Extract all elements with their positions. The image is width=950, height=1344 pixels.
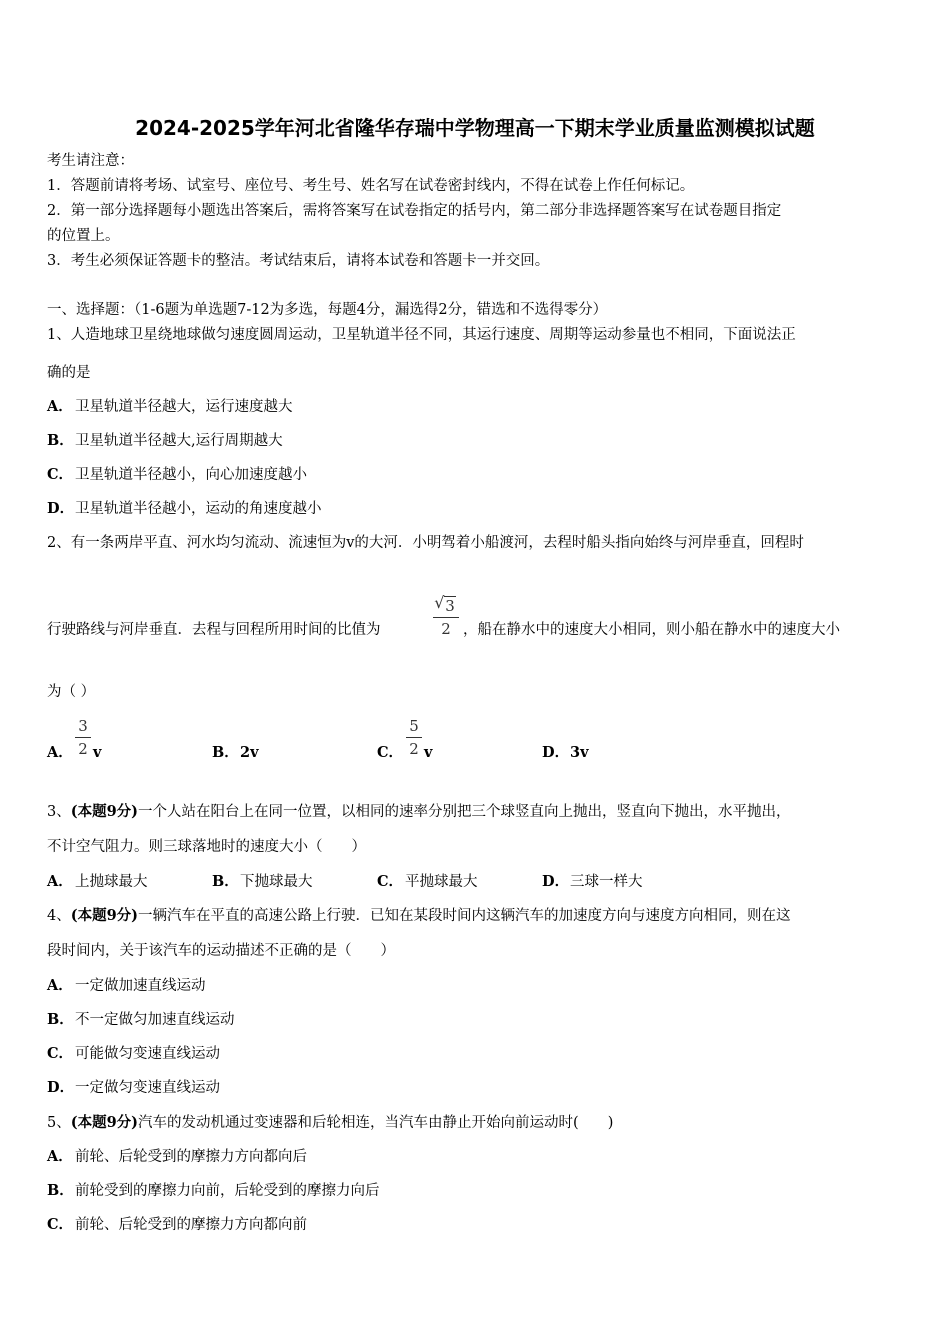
option-text: 前轮、后轮受到的摩擦力方向都向后 [75, 1149, 307, 1165]
option-letter: A． [47, 398, 73, 415]
option-text: 卫星轨道半径越小，运动的角速度越小 [75, 501, 322, 517]
option-letter: C． [47, 1216, 74, 1233]
q3-stem-line1 [47, 803, 791, 821]
option-letter: A． [47, 873, 73, 890]
q1-stem-line2: 确的是 [47, 365, 91, 381]
q3-stem-line2: 不计空气阻力。则三球落地时的速度大小（ ） [47, 839, 366, 855]
option-text: 一定做加速直线运动 [75, 978, 206, 994]
option-text: 三球一样大 [570, 874, 643, 890]
q2-stem-line1: 2、有一条两岸平直、河水均匀流动、流速恒为v的大河．小明驾着小船渡河，去程时船头指向始终与河岸垂直，回程时 [47, 535, 804, 551]
option-letter: A． [47, 1148, 73, 1165]
fraction-numerator: 3 [78, 717, 88, 735]
option-letter: B． [212, 744, 239, 761]
q5-stem-line1 [47, 1114, 613, 1132]
option-letter: C． [47, 1045, 74, 1062]
q1-option-d [47, 500, 322, 518]
q4-option-d [47, 1079, 220, 1097]
q5-option-c [47, 1216, 307, 1234]
q3-option-a [47, 873, 148, 891]
q2-stem-line3: 为（ ） [47, 684, 96, 700]
option-letter: D． [47, 500, 75, 517]
question-number: 4、 [47, 908, 71, 924]
fraction-denominator: 2 [78, 740, 88, 758]
option-letter: B． [47, 1182, 74, 1199]
fraction-denominator: 2 [409, 740, 419, 758]
option-letter: D． [47, 1079, 75, 1096]
q5-option-a [47, 1148, 307, 1166]
q4-option-b [47, 1011, 235, 1029]
option-text: 不一定做匀加速直线运动 [75, 1012, 235, 1028]
option-text: 上抛球最大 [75, 874, 148, 890]
q3-option-d [542, 873, 643, 891]
q1-option-a [47, 398, 293, 416]
q3-option-b [212, 873, 313, 891]
question-number: 5、 [47, 1115, 71, 1131]
option-letter: A． [47, 744, 73, 761]
option-text: 卫星轨道半径越大,运行周期越大 [75, 433, 283, 449]
q2-option-b [212, 744, 259, 762]
option-letter: B． [47, 1011, 74, 1028]
q4-stem-line2: 段时间内，关于该汽车的运动描述不正确的是（ ） [47, 943, 395, 959]
question-number: 3、 [47, 804, 71, 820]
section-heading: 一、选择题：（1-6题为单选题7-12为多选，每题4分，漏选得2分，错选和不选得零分） [47, 302, 608, 318]
notice-item-2: 2．第一部分选择题每小题选出答案后，需将答案写在试卷指定的括号内，第二部分非选择题答案写在试卷题目指定 [47, 203, 782, 219]
q4-stem-line1 [47, 907, 791, 925]
question-tag: (本题9分) [70, 803, 139, 820]
q2-option-a-unit: v [93, 744, 102, 761]
q2-ratio-fraction [433, 593, 459, 638]
q3-option-c [377, 873, 478, 891]
option-text: 卫星轨道半径越小，向心加速度越小 [75, 467, 307, 483]
option-text: 2v [240, 744, 259, 761]
option-text: 一定做匀变速直线运动 [75, 1080, 220, 1096]
q5-option-b [47, 1182, 380, 1200]
option-letter: B． [47, 432, 74, 449]
option-letter: C． [377, 873, 404, 890]
question-text: 一个人站在阳台上在同一位置，以相同的速率分别把三个球竖直向上抛出，竖直向下抛出，水平抛出， [138, 804, 791, 820]
page-title: 2024-2025学年河北省隆华存瑞中学物理高一下期末学业质量监测模拟试题 [135, 116, 815, 140]
option-text: 下抛球最大 [240, 874, 313, 890]
option-text: 可能做匀变速直线运动 [75, 1046, 220, 1062]
q2-option-d [542, 744, 589, 762]
notice-item-1: 1．答题前请将考场、试室号、座位号、考生号、姓名写在试卷密封线内，不得在试卷上作任何标记。 [47, 178, 695, 194]
fraction-numerator: √ 3 [434, 593, 455, 615]
option-text: 前轮受到的摩擦力向前，后轮受到的摩擦力向后 [75, 1183, 380, 1199]
option-text: 3v [570, 744, 589, 761]
option-letter: B． [212, 873, 239, 890]
q4-option-c [47, 1045, 220, 1063]
q2-stem-line2b: ，船在静水中的速度大小相同，则小船在静水中的速度大小 [463, 622, 840, 638]
option-letter: C． [47, 466, 74, 483]
radicand: 3 [445, 597, 455, 615]
option-letter: D． [542, 744, 570, 761]
option-text: 卫星轨道半径越大，运行速度越大 [75, 399, 293, 415]
q2-option-a [47, 744, 75, 762]
q2-option-c [377, 744, 405, 762]
question-text: 一辆汽车在平直的高速公路上行驶．已知在某段时间内这辆汽车的加速度方向与速度方向相同，则在这 [138, 908, 791, 924]
q2-option-c-fraction [406, 717, 422, 758]
option-text: 前轮、后轮受到的摩擦力方向都向前 [75, 1217, 307, 1233]
option-letter: C． [377, 744, 404, 761]
q1-option-c [47, 466, 307, 484]
q1-option-b [47, 432, 283, 450]
q1-stem-line1: 1、人造地球卫星绕地球做匀速度圆周运动，卫星轨道半径不同，其运行速度、周期等运动参量也不相同，下面说法正 [47, 327, 796, 343]
notice-item-3: 3．考生必须保证答题卡的整洁。考试结束后，请将本试卷和答题卡一并交回。 [47, 253, 550, 269]
notice-item-2-cont: 的位置上。 [47, 228, 120, 244]
notice-heading: 考生请注意： [47, 153, 134, 169]
q4-option-a [47, 977, 206, 995]
question-tag: (本题9分) [70, 1114, 139, 1131]
option-letter: A． [47, 977, 73, 994]
fraction-numerator: 5 [409, 717, 419, 735]
fraction-denominator: 2 [441, 620, 451, 638]
q2-option-a-fraction [75, 717, 91, 758]
option-letter: D． [542, 873, 570, 890]
question-text: 汽车的发动机通过变速器和后轮相连，当汽车由静止开始向前运动时( ) [138, 1115, 614, 1131]
q2-stem-line2a: 行驶路线与河岸垂直．去程与回程所用时间的比值为 [47, 622, 381, 638]
q2-option-c-unit: v [424, 744, 433, 761]
option-text: 平抛球最大 [405, 874, 478, 890]
question-tag: (本题9分) [70, 907, 139, 924]
